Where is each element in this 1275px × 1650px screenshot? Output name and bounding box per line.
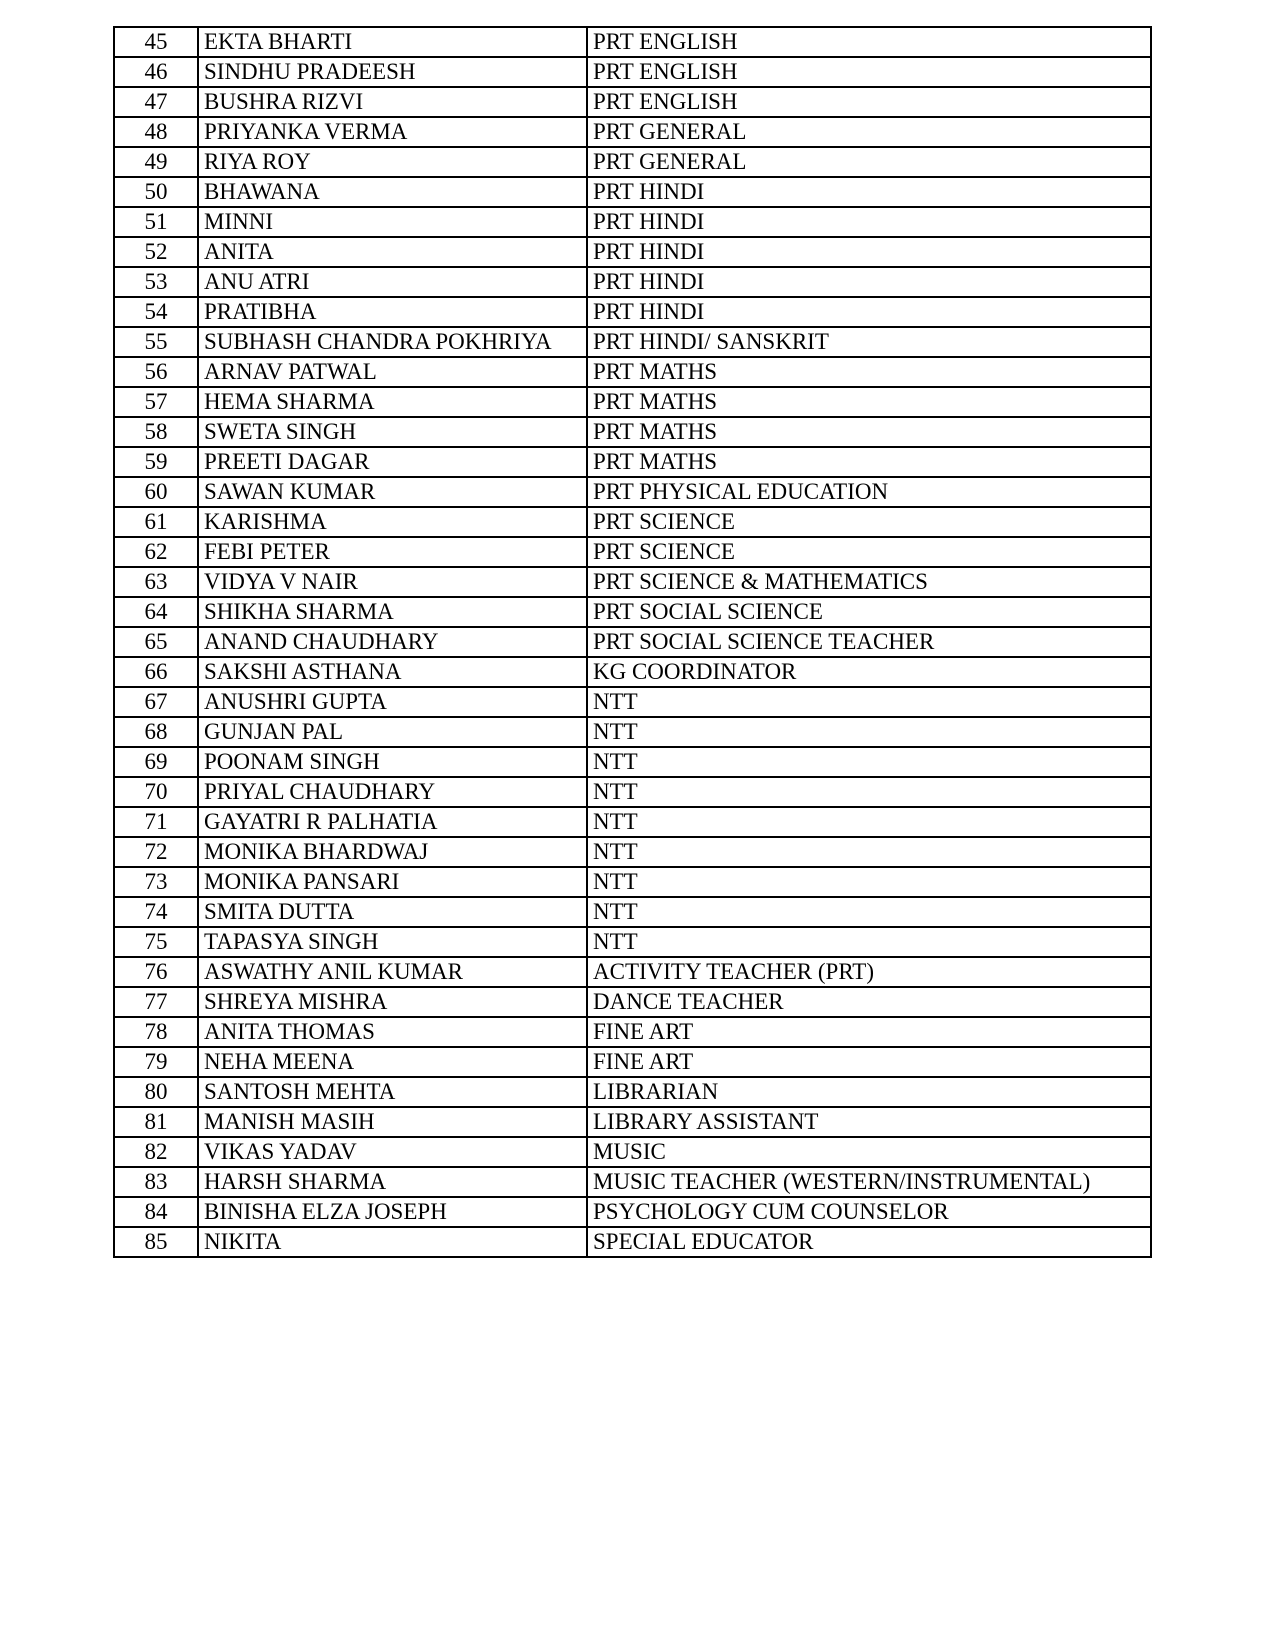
serial-number-cell: 73 <box>114 867 198 897</box>
serial-number-cell: 53 <box>114 267 198 297</box>
staff-name-cell: SMITA DUTTA <box>198 897 587 927</box>
staff-name-cell: ANU ATRI <box>198 267 587 297</box>
staff-name-cell: RIYA ROY <box>198 147 587 177</box>
staff-name-cell: ASWATHY ANIL KUMAR <box>198 957 587 987</box>
serial-number-cell: 58 <box>114 417 198 447</box>
designation-cell: PRT MATHS <box>587 387 1151 417</box>
table-row <box>114 267 1151 297</box>
staff-name-cell: BUSHRA RIZVI <box>198 87 587 117</box>
staff-name-cell: TAPASYA SINGH <box>198 927 587 957</box>
table-row <box>114 1047 1151 1077</box>
table-row <box>114 627 1151 657</box>
staff-name-cell: EKTA BHARTI <box>198 27 587 57</box>
designation-cell: PRT GENERAL <box>587 147 1151 177</box>
designation-cell: NTT <box>587 867 1151 897</box>
designation-cell: FINE ART <box>587 1017 1151 1047</box>
staff-name-cell: HEMA SHARMA <box>198 387 587 417</box>
serial-number-cell: 72 <box>114 837 198 867</box>
staff-name-cell: PREETI DAGAR <box>198 447 587 477</box>
staff-name-cell: MONIKA PANSARI <box>198 867 587 897</box>
table-row <box>114 837 1151 867</box>
designation-cell: FINE ART <box>587 1047 1151 1077</box>
designation-cell: PRT SCIENCE <box>587 507 1151 537</box>
serial-number-cell: 46 <box>114 57 198 87</box>
serial-number-cell: 78 <box>114 1017 198 1047</box>
table-row <box>114 327 1151 357</box>
designation-cell: DANCE TEACHER <box>587 987 1151 1017</box>
designation-cell: PRT HINDI <box>587 297 1151 327</box>
table-row <box>114 1227 1151 1257</box>
serial-number-cell: 49 <box>114 147 198 177</box>
staff-name-cell: MANISH MASIH <box>198 1107 587 1137</box>
designation-cell: PRT HINDI/ SANSKRIT <box>587 327 1151 357</box>
staff-name-cell: HARSH SHARMA <box>198 1167 587 1197</box>
serial-number-cell: 76 <box>114 957 198 987</box>
table-row <box>114 537 1151 567</box>
table-row <box>114 207 1151 237</box>
designation-cell: SPECIAL EDUCATOR <box>587 1227 1151 1257</box>
serial-number-cell: 61 <box>114 507 198 537</box>
designation-cell: PRT SOCIAL SCIENCE TEACHER <box>587 627 1151 657</box>
serial-number-cell: 75 <box>114 927 198 957</box>
table-row <box>114 807 1151 837</box>
table-row <box>114 657 1151 687</box>
staff-name-cell: PRATIBHA <box>198 297 587 327</box>
serial-number-cell: 79 <box>114 1047 198 1077</box>
designation-cell: NTT <box>587 717 1151 747</box>
staff-name-cell: BINISHA ELZA JOSEPH <box>198 1197 587 1227</box>
table-row <box>114 927 1151 957</box>
designation-cell: MUSIC <box>587 1137 1151 1167</box>
staff-name-cell: NIKITA <box>198 1227 587 1257</box>
table-row <box>114 687 1151 717</box>
staff-name-cell: SHIKHA SHARMA <box>198 597 587 627</box>
table-row <box>114 27 1151 57</box>
serial-number-cell: 77 <box>114 987 198 1017</box>
staff-name-cell: SUBHASH CHANDRA POKHRIYA <box>198 327 587 357</box>
serial-number-cell: 60 <box>114 477 198 507</box>
staff-name-cell: SAKSHI ASTHANA <box>198 657 587 687</box>
serial-number-cell: 47 <box>114 87 198 117</box>
designation-cell: PRT HINDI <box>587 267 1151 297</box>
staff-name-cell: SWETA SINGH <box>198 417 587 447</box>
table-row <box>114 1107 1151 1137</box>
designation-cell: NTT <box>587 807 1151 837</box>
designation-cell: PRT ENGLISH <box>587 87 1151 117</box>
staff-table <box>113 26 1152 1258</box>
serial-number-cell: 50 <box>114 177 198 207</box>
table-row <box>114 147 1151 177</box>
serial-number-cell: 51 <box>114 207 198 237</box>
designation-cell: PRT HINDI <box>587 237 1151 267</box>
serial-number-cell: 48 <box>114 117 198 147</box>
serial-number-cell: 45 <box>114 27 198 57</box>
staff-name-cell: SAWAN KUMAR <box>198 477 587 507</box>
table-row <box>114 867 1151 897</box>
table-row <box>114 987 1151 1017</box>
serial-number-cell: 65 <box>114 627 198 657</box>
designation-cell: PSYCHOLOGY CUM COUNSELOR <box>587 1197 1151 1227</box>
table-row <box>114 1137 1151 1167</box>
staff-table-body <box>114 27 1151 1257</box>
serial-number-cell: 70 <box>114 777 198 807</box>
table-row <box>114 237 1151 267</box>
designation-cell: PRT SCIENCE & MATHEMATICS <box>587 567 1151 597</box>
staff-name-cell: ANITA <box>198 237 587 267</box>
designation-cell: PRT SOCIAL SCIENCE <box>587 597 1151 627</box>
table-row <box>114 177 1151 207</box>
staff-name-cell: ARNAV PATWAL <box>198 357 587 387</box>
serial-number-cell: 69 <box>114 747 198 777</box>
table-row <box>114 747 1151 777</box>
table-row <box>114 357 1151 387</box>
serial-number-cell: 63 <box>114 567 198 597</box>
staff-name-cell: BHAWANA <box>198 177 587 207</box>
designation-cell: PRT ENGLISH <box>587 57 1151 87</box>
serial-number-cell: 83 <box>114 1167 198 1197</box>
designation-cell: PRT HINDI <box>587 177 1151 207</box>
table-row <box>114 597 1151 627</box>
designation-cell: NTT <box>587 897 1151 927</box>
staff-name-cell: GUNJAN PAL <box>198 717 587 747</box>
serial-number-cell: 68 <box>114 717 198 747</box>
table-row <box>114 897 1151 927</box>
staff-name-cell: POONAM SINGH <box>198 747 587 777</box>
designation-cell: PRT MATHS <box>587 447 1151 477</box>
staff-name-cell: PRIYAL CHAUDHARY <box>198 777 587 807</box>
table-row <box>114 1017 1151 1047</box>
table-row <box>114 957 1151 987</box>
table-row <box>114 777 1151 807</box>
designation-cell: PRT PHYSICAL EDUCATION <box>587 477 1151 507</box>
table-row <box>114 387 1151 417</box>
staff-name-cell: GAYATRI R PALHATIA <box>198 807 587 837</box>
table-row <box>114 1077 1151 1107</box>
designation-cell: PRT GENERAL <box>587 117 1151 147</box>
staff-name-cell: SINDHU PRADEESH <box>198 57 587 87</box>
designation-cell: PRT MATHS <box>587 357 1151 387</box>
designation-cell: PRT MATHS <box>587 417 1151 447</box>
serial-number-cell: 85 <box>114 1227 198 1257</box>
staff-name-cell: MONIKA BHARDWAJ <box>198 837 587 867</box>
serial-number-cell: 74 <box>114 897 198 927</box>
serial-number-cell: 57 <box>114 387 198 417</box>
designation-cell: MUSIC TEACHER (WESTERN/INSTRUMENTAL) <box>587 1167 1151 1197</box>
designation-cell: NTT <box>587 747 1151 777</box>
staff-name-cell: FEBI PETER <box>198 537 587 567</box>
table-row <box>114 507 1151 537</box>
staff-name-cell: SANTOSH MEHTA <box>198 1077 587 1107</box>
designation-cell: PRT HINDI <box>587 207 1151 237</box>
designation-cell: NTT <box>587 927 1151 957</box>
table-row <box>114 417 1151 447</box>
designation-cell: NTT <box>587 777 1151 807</box>
staff-name-cell: VIKAS YADAV <box>198 1137 587 1167</box>
serial-number-cell: 64 <box>114 597 198 627</box>
serial-number-cell: 84 <box>114 1197 198 1227</box>
staff-name-cell: MINNI <box>198 207 587 237</box>
table-row <box>114 57 1151 87</box>
table-row <box>114 1197 1151 1227</box>
table-row <box>114 447 1151 477</box>
designation-cell: PRT ENGLISH <box>587 27 1151 57</box>
serial-number-cell: 81 <box>114 1107 198 1137</box>
designation-cell: KG COORDINATOR <box>587 657 1151 687</box>
designation-cell: NTT <box>587 687 1151 717</box>
serial-number-cell: 55 <box>114 327 198 357</box>
serial-number-cell: 56 <box>114 357 198 387</box>
staff-name-cell: VIDYA V NAIR <box>198 567 587 597</box>
staff-name-cell: PRIYANKA VERMA <box>198 117 587 147</box>
serial-number-cell: 59 <box>114 447 198 477</box>
table-row <box>114 297 1151 327</box>
designation-cell: LIBRARY ASSISTANT <box>587 1107 1151 1137</box>
serial-number-cell: 52 <box>114 237 198 267</box>
staff-name-cell: ANUSHRI GUPTA <box>198 687 587 717</box>
serial-number-cell: 62 <box>114 537 198 567</box>
table-row <box>114 567 1151 597</box>
table-row <box>114 1167 1151 1197</box>
serial-number-cell: 71 <box>114 807 198 837</box>
designation-cell: NTT <box>587 837 1151 867</box>
staff-name-cell: NEHA MEENA <box>198 1047 587 1077</box>
serial-number-cell: 66 <box>114 657 198 687</box>
table-row <box>114 87 1151 117</box>
staff-name-cell: SHREYA MISHRA <box>198 987 587 1017</box>
designation-cell: ACTIVITY TEACHER (PRT) <box>587 957 1151 987</box>
designation-cell: PRT SCIENCE <box>587 537 1151 567</box>
designation-cell: LIBRARIAN <box>587 1077 1151 1107</box>
staff-name-cell: KARISHMA <box>198 507 587 537</box>
serial-number-cell: 67 <box>114 687 198 717</box>
serial-number-cell: 80 <box>114 1077 198 1107</box>
staff-name-cell: ANITA THOMAS <box>198 1017 587 1047</box>
serial-number-cell: 82 <box>114 1137 198 1167</box>
table-row <box>114 117 1151 147</box>
table-row <box>114 717 1151 747</box>
serial-number-cell: 54 <box>114 297 198 327</box>
table-row <box>114 477 1151 507</box>
staff-name-cell: ANAND CHAUDHARY <box>198 627 587 657</box>
